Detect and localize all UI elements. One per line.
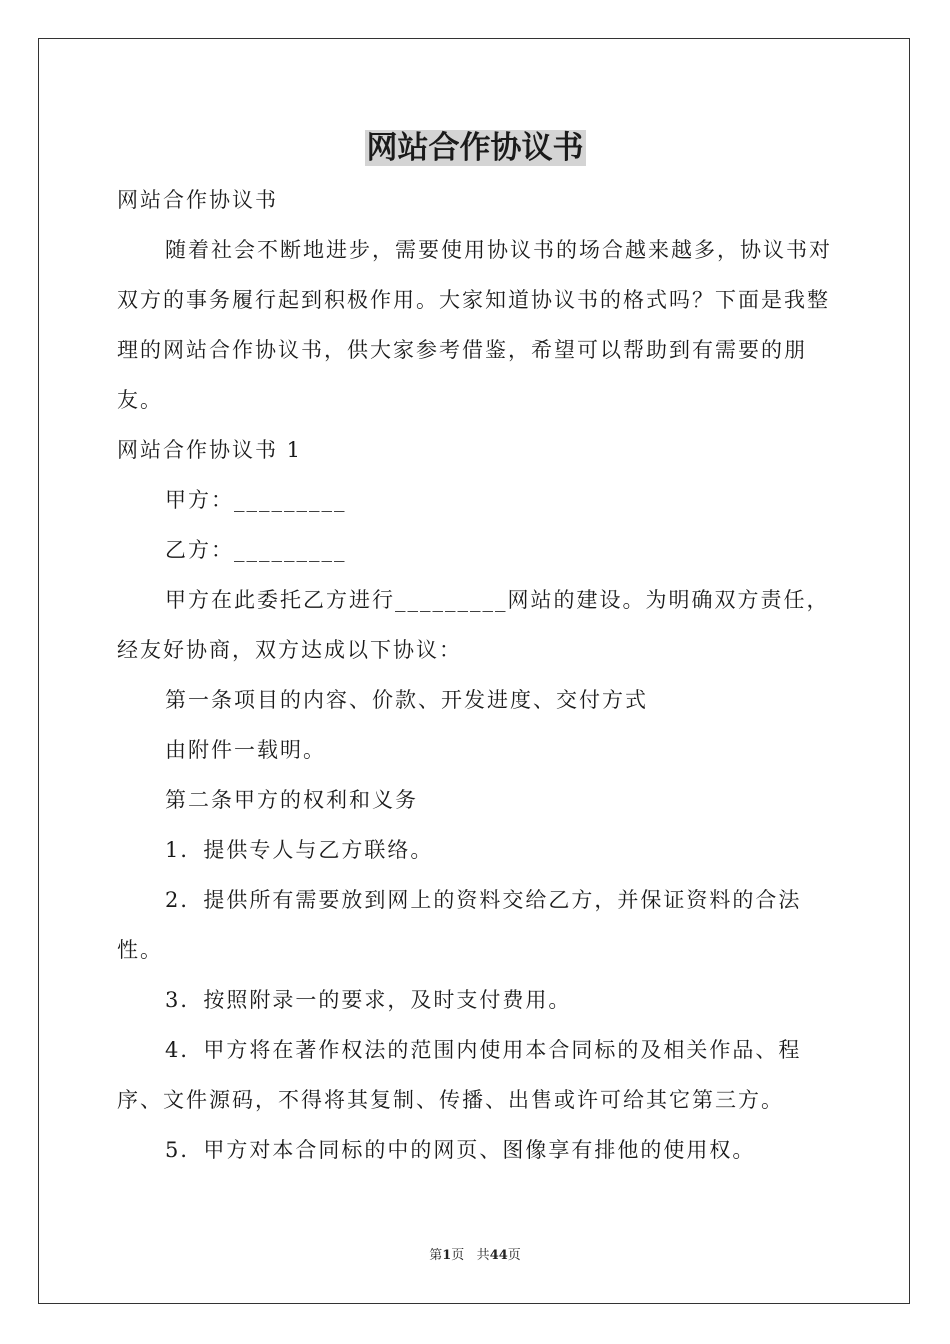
paragraph: 网站合作协议书: [117, 188, 278, 212]
paragraph: 随着社会不断地进步，需要使用协议书的场合越来越多，协议书对双方的事务履行起到积极作用。大家知道协议书的格式吗？下面是我整理的网站合作协议书，供大家参考借鉴，希望可以帮助到有需要的朋友。: [117, 238, 832, 412]
paragraph: 第二条甲方的权利和义务: [165, 788, 418, 812]
document-title-text: 网站合作协议书: [366, 130, 584, 166]
footer-prefix: 第: [429, 1248, 443, 1263]
paragraph: 1．提供专人与乙方联络。: [165, 838, 434, 862]
paragraph: 甲方：_________: [165, 488, 347, 512]
paragraph: 2．提供所有需要放到网上的资料交给乙方，并保证资料的合法性。: [117, 888, 802, 962]
footer-total-suffix: 页: [507, 1248, 521, 1263]
paragraph: 网站合作协议书 1: [117, 438, 303, 462]
footer-page-suffix: 页: [451, 1248, 465, 1263]
paragraph: 乙方：_________: [165, 538, 347, 562]
page-number: 1: [442, 1248, 452, 1263]
paragraph: 4．甲方将在著作权法的范围内使用本合同标的及相关作品、程序、文件源码，不得将其复制、传播、出售或许可给其它第三方。: [117, 1038, 802, 1112]
footer-total-prefix: 共: [476, 1248, 490, 1263]
paragraph: 5．甲方对本合同标的中的网页、图像享有排他的使用权。: [165, 1138, 756, 1162]
total-pages: 44: [489, 1248, 508, 1263]
paragraph: 第一条项目的内容、价款、开发进度、交付方式: [165, 688, 648, 712]
document-title: [0, 126, 950, 170]
paragraph: 3．按照附录一的要求，及时支付费用。: [165, 988, 572, 1012]
page-footer: [0, 1246, 950, 1266]
document-body: [117, 175, 833, 1175]
paragraph: 由附件一载明。: [165, 738, 326, 762]
paragraph: 甲方在此委托乙方进行_________网站的建设。为明确双方责任，经友好协商，双方达成以下协议：: [117, 588, 830, 662]
